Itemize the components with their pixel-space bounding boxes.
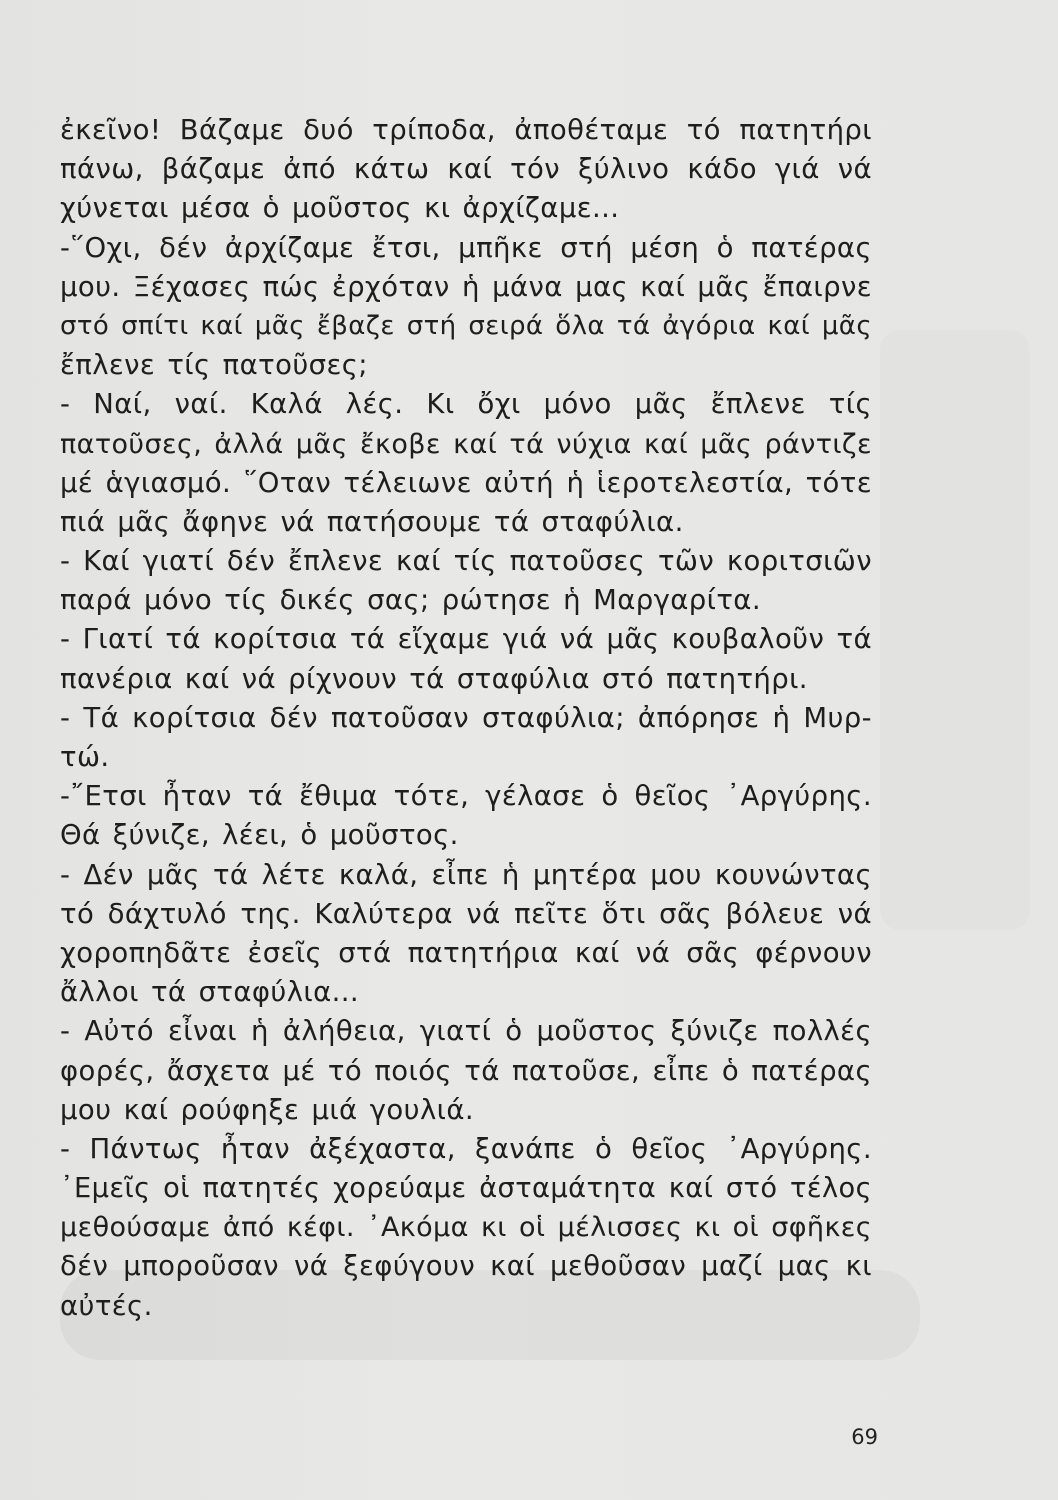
text-line: μου καί ρούφηξε μιά γουλιά. (60, 1093, 474, 1126)
text-line: φορές, ἄσχετα μέ τό ποιός τά πατοῦσε, εἶπε ὁ πατέρας (60, 1054, 872, 1087)
show-through-shadow-right (880, 330, 1030, 930)
text-line: πάνω, βάζαμε ἀπό κάτω καί τόν ξύλινο κάδο γιά νά (60, 153, 872, 186)
text-line: -῎Ετσι ἦταν τά ἔθιμα τότε, γέλασε ὁ θεῖος ᾿Αργύρης. (60, 780, 872, 813)
text-line: στό σπίτι καί μᾶς ἔβαζε στή σειρά ὅλα τά ἀγόρια καί μᾶς (60, 310, 872, 341)
text-line: τώ. (60, 741, 110, 773)
text-line: - Πάντως ἦταν ἀξέχαστα, ξανάπε ὁ θεῖος ᾿Αργύρης. (60, 1132, 872, 1165)
text-line: - Καί γιατί δέν ἔπλενε καί τίς πατοῦσες τῶν κοριτσιῶν (60, 545, 872, 578)
text-line: μέ ἁγιασμό. ῞Οταν τέλειωνε αὐτή ἡ ἱεροτελεστία, τότε (60, 466, 872, 499)
text-line: πιά μᾶς ἄφηνε νά πατήσουμε τά σταφύλια. (60, 505, 684, 538)
text-line: - Ναί, ναί. Καλά λές. Κι ὄχι μόνο μᾶς ἔπλενε τίς (60, 388, 872, 421)
text-line: - Γιατί τά κορίτσια τά εἴχαμε γιά νά μᾶς κουβαλοῦν τά (60, 623, 872, 656)
text-line: - Δέν μᾶς τά λέτε καλά, εἶπε ἡ μητέρα μου κουνώντας (60, 858, 872, 891)
text-line: - Αὐτό εἶναι ἡ ἀλήθεια, γιατί ὁ μοῦστος ξύνιζε πολλές (60, 1015, 872, 1048)
text-line: αὐτές. (60, 1289, 153, 1322)
text-line: ἐκεῖνο! Βάζαμε δυό τρίποδα, ἀποθέταμε τό πατητήρι (60, 114, 872, 146)
text-line: ἔπλενε τίς πατοῦσες; (60, 349, 368, 382)
text-line: - Τά κορίτσια δέν πατοῦσαν σταφύλια; ἀπόρησε ἡ Μυρ- (60, 701, 872, 734)
text-line: πανέρια καί νά ρίχνουν τά σταφύλια στό πατητήρι. (60, 662, 808, 695)
text-line: Θά ξύνιζε, λέει, ὁ μοῦστος. (60, 819, 459, 852)
body-text (60, 111, 872, 1326)
text-line: μου. Ξέχασες πώς ἐρχόταν ἡ μάνα μας καί μᾶς ἔπαιρνε (60, 270, 872, 303)
text-line: ἄλλοι τά σταφύλια... (60, 976, 360, 1009)
text-line: μεθούσαμε ἀπό κέφι. ᾿Ακόμα κι οἱ μέλισσες κι οἱ σφῆκες (60, 1212, 872, 1244)
text-line: ᾿Εμεῖς οἱ πατητές χορεύαμε ἀσταμάτητα καί στό τέλος (60, 1173, 872, 1205)
text-line: τό δάχτυλό της. Καλύτερα νά πεῖτε ὅτι σᾶς βόλευε νά (60, 897, 872, 930)
text-line: -῞Οχι, δέν ἀρχίζαμε ἔτσι, μπῆκε στή μέση ὁ πατέρας (60, 231, 872, 264)
text-line: δέν μποροῦσαν νά ξεφύγουν καί μεθοῦσαν μαζί μας κι (60, 1250, 872, 1283)
text-line: χύνεται μέσα ὁ μοῦστος κι ἀρχίζαμε... (60, 192, 620, 225)
page-number: 69 (851, 1425, 878, 1449)
text-line: πατοῦσες, ἀλλά μᾶς ἔκοβε καί τά νύχια καί μᾶς ράντιζε (60, 428, 872, 460)
text-line: χοροπηδᾶτε ἐσεῖς στά πατητήρια καί νά σᾶς φέρνουν (60, 936, 872, 969)
text-line: παρά μόνο τίς δικές σας; ρώτησε ἡ Μαργαρίτα. (60, 584, 761, 617)
